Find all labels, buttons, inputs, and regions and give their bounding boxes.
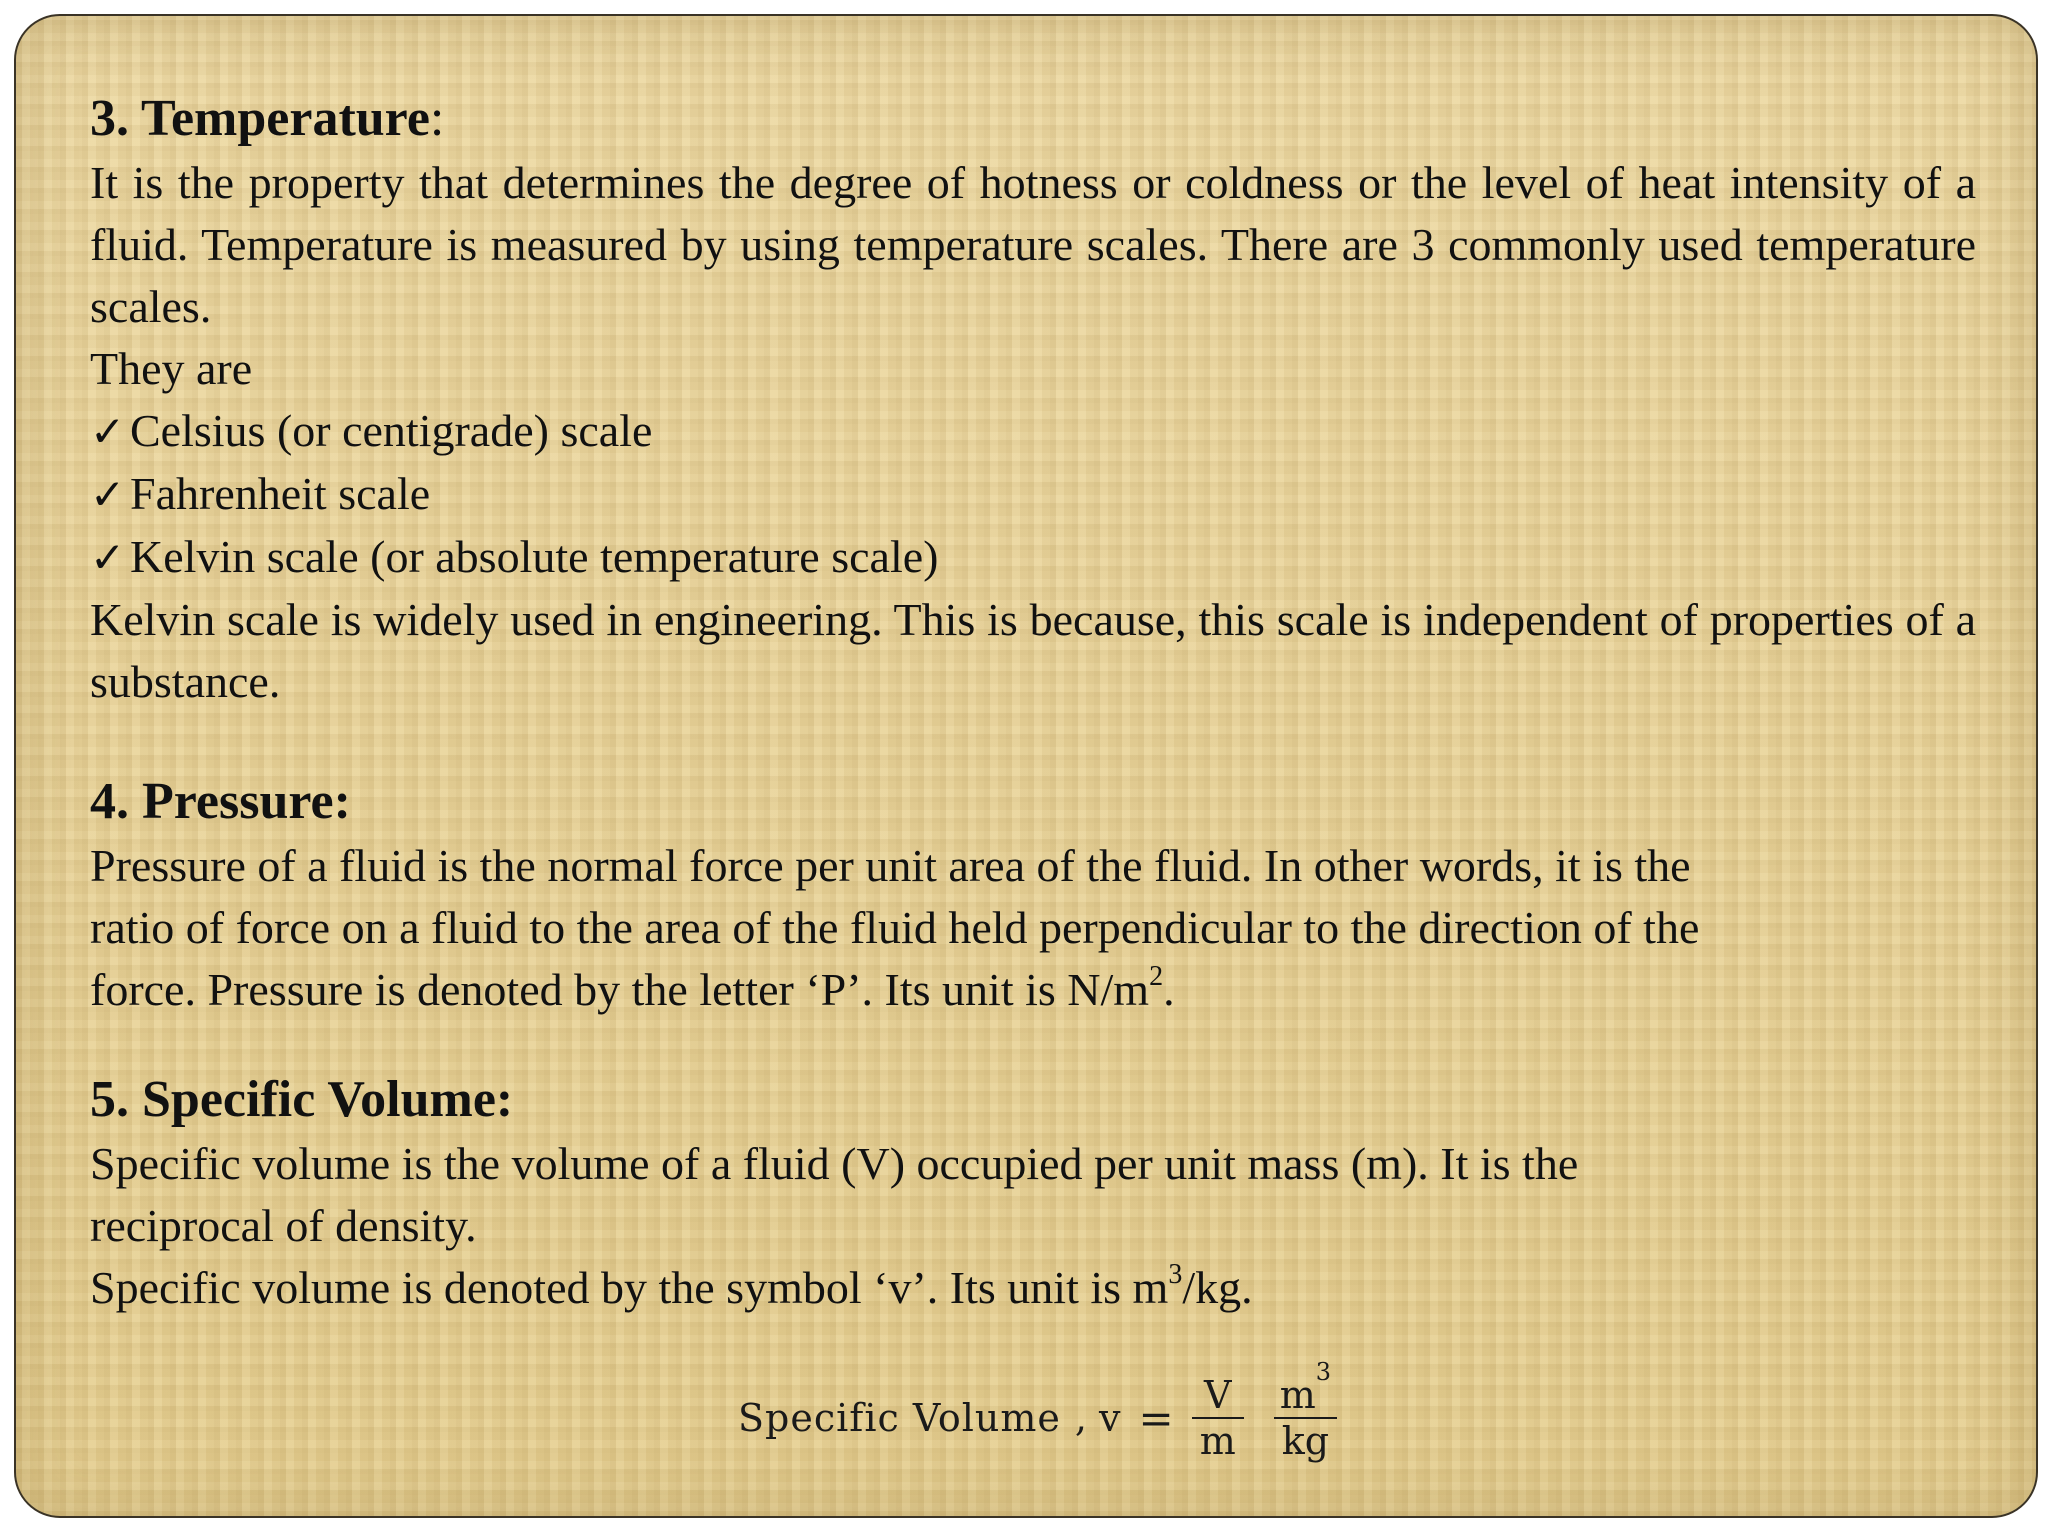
scale-bullet-celsius <box>90 400 1976 463</box>
specific-volume-line-1: Specific volume is the volume of a fluid (V) occupied per unit mass (m). It is the <box>90 1138 1579 1189</box>
kelvin-note: Kelvin scale is widely used in engineering. This is because, this scale is independent of properties of a substance. <box>90 594 1976 707</box>
formula-equals: = <box>1138 1393 1174 1443</box>
formula-numerator: V <box>1203 1373 1232 1417</box>
scale-label: Fahrenheit scale <box>130 468 431 519</box>
slide-background <box>14 14 2038 1518</box>
pressure-line-1: Pressure of a fluid is the normal force per unit area of the fluid. In other words, it is the <box>90 840 1691 891</box>
scale-label: Celsius (or centigrade) scale <box>130 405 653 456</box>
pressure-line-2: ratio of force on a fluid to the area of the fluid held perpendicular to the direction of the <box>90 902 1700 953</box>
temperature-paragraph: It is the property that determines the degree of hotness or coldness or the level of heat intensity of a fluid. Temperature is measured by using temperature scales. There are 3 commonly used temperature scales. <box>90 157 1976 332</box>
spacer <box>90 1021 1976 1067</box>
scale-bullet-fahrenheit <box>90 463 1976 526</box>
pressure-unit-exponent: 2 <box>1149 960 1164 992</box>
temperature-heading: 3. Temperature: <box>90 90 445 147</box>
formula-variable: , v <box>1074 1396 1121 1440</box>
formula-unit-numerator: $m^3$ <box>1279 1358 1332 1417</box>
formula-unit-denominator: kg <box>1274 1417 1337 1463</box>
pressure-heading: 4. Pressure: <box>90 773 351 830</box>
pressure-line-3: force. Pressure is denoted by the letter ‘P’. Its unit is $N/m^2$. <box>90 960 1175 1015</box>
specific-volume-formula <box>738 1358 1367 1468</box>
formula-label: Specific Volume <box>738 1396 1061 1440</box>
specific-volume-unit-exponent: 3 <box>1168 1258 1183 1290</box>
check-icon: ✓ <box>90 407 126 456</box>
specific-volume-heading: 5. Specific Volume: <box>90 1071 514 1128</box>
formula-fraction <box>1192 1373 1244 1463</box>
check-icon: ✓ <box>90 533 126 582</box>
spacer <box>90 713 1976 769</box>
check-icon: ✓ <box>90 470 126 519</box>
scale-bullet-kelvin <box>90 526 1976 589</box>
specific-volume-symbol-line: Specific volume is denoted by the symbol ‘v’. Its unit is $m^3/kg$. <box>90 1258 1253 1313</box>
formula-denominator: m <box>1192 1417 1244 1463</box>
temperature-intro: They are <box>90 343 253 394</box>
scale-label: Kelvin scale (or absolute temperature scale) <box>130 531 939 582</box>
specific-volume-line-2: reciprocal of density. <box>90 1200 477 1251</box>
formula-unit-fraction <box>1272 1358 1339 1463</box>
slide-content <box>90 86 1976 1319</box>
